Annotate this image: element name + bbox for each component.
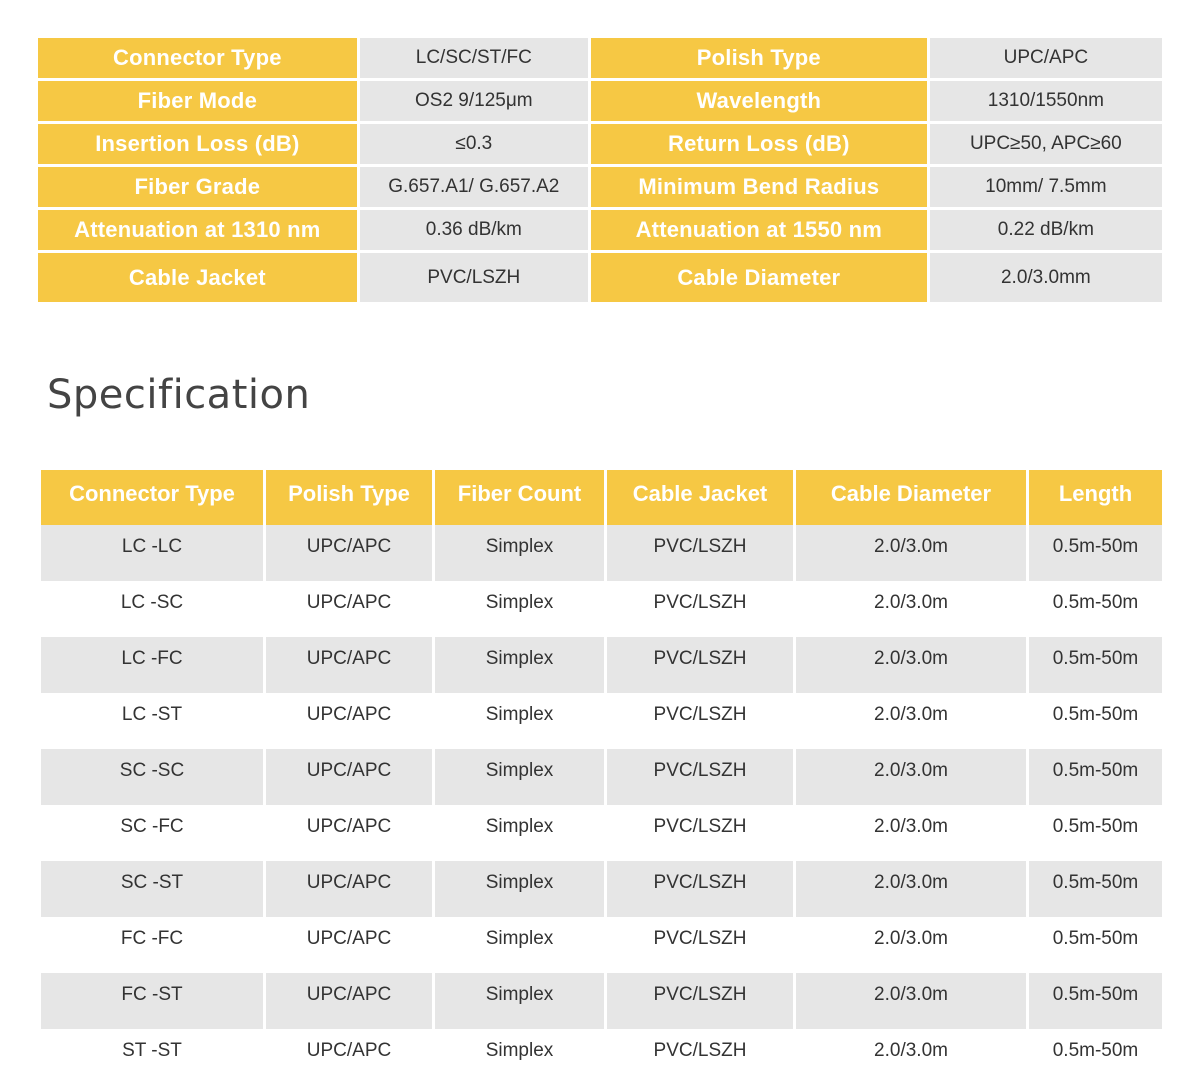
table-cell: PVC/LSZH: [607, 973, 796, 1029]
property-value: 0.22 dB/km: [930, 210, 1162, 253]
table-cell: SC -ST: [41, 861, 266, 917]
table-cell: PVC/LSZH: [607, 917, 796, 973]
property-label: Fiber Mode: [38, 81, 360, 124]
property-value: PVC/LSZH: [360, 253, 591, 302]
column-header: Cable Jacket: [607, 470, 796, 525]
table-cell: 2.0/3.0m: [796, 525, 1029, 581]
property-label: Cable Diameter: [591, 253, 930, 302]
table-cell: 2.0/3.0m: [796, 637, 1029, 693]
property-value: OS2 9/125μm: [360, 81, 591, 124]
property-label: Fiber Grade: [38, 167, 360, 210]
column-header: Fiber Count: [435, 470, 607, 525]
table-cell: UPC/APC: [266, 861, 435, 917]
table-row: [41, 581, 1162, 637]
table-cell: 2.0/3.0m: [796, 749, 1029, 805]
property-label: Minimum Bend Radius: [591, 167, 930, 210]
table-cell: Simplex: [435, 693, 607, 749]
property-value: 1310/1550nm: [930, 81, 1162, 124]
property-label: Wavelength: [591, 81, 930, 124]
table-header-row: [41, 470, 1162, 525]
table-cell: LC -SC: [41, 581, 266, 637]
properties-row: [38, 210, 1162, 253]
properties-table: [38, 38, 1162, 302]
table-cell: UPC/APC: [266, 973, 435, 1029]
property-label: Insertion Loss (dB): [38, 124, 360, 167]
table-cell: SC -SC: [41, 749, 266, 805]
table-cell: PVC/LSZH: [607, 637, 796, 693]
table-row: [41, 1029, 1162, 1085]
table-cell: 2.0/3.0m: [796, 805, 1029, 861]
table-cell: ST -ST: [41, 1029, 266, 1085]
property-label: Attenuation at 1550 nm: [591, 210, 930, 253]
table-cell: 2.0/3.0m: [796, 917, 1029, 973]
table-cell: Simplex: [435, 861, 607, 917]
table-cell: UPC/APC: [266, 525, 435, 581]
table-cell: 2.0/3.0m: [796, 1029, 1029, 1085]
properties-row: [38, 167, 1162, 210]
table-cell: LC -FC: [41, 637, 266, 693]
table-cell: UPC/APC: [266, 917, 435, 973]
table-cell: 2.0/3.0m: [796, 693, 1029, 749]
section-heading: Specification: [47, 372, 311, 418]
table-cell: UPC/APC: [266, 693, 435, 749]
table-cell: 2.0/3.0m: [796, 973, 1029, 1029]
table-row: [41, 805, 1162, 861]
table-cell: LC -ST: [41, 693, 266, 749]
property-label: Return Loss (dB): [591, 124, 930, 167]
table-cell: LC -LC: [41, 525, 266, 581]
table-row: [41, 693, 1162, 749]
table-cell: UPC/APC: [266, 749, 435, 805]
properties-row: [38, 81, 1162, 124]
properties-row: [38, 253, 1162, 302]
table-cell: 0.5m-50m: [1029, 973, 1162, 1029]
property-value: 10mm/ 7.5mm: [930, 167, 1162, 210]
table-cell: UPC/APC: [266, 1029, 435, 1085]
specification-table: [41, 470, 1162, 1085]
table-cell: UPC/APC: [266, 805, 435, 861]
property-label: Attenuation at 1310 nm: [38, 210, 360, 253]
property-value: LC/SC/ST/FC: [360, 38, 591, 81]
table-cell: 0.5m-50m: [1029, 693, 1162, 749]
table-cell: PVC/LSZH: [607, 861, 796, 917]
table-cell: 0.5m-50m: [1029, 805, 1162, 861]
properties-row: [38, 124, 1162, 167]
table-cell: UPC/APC: [266, 637, 435, 693]
table-row: [41, 917, 1162, 973]
table-cell: 0.5m-50m: [1029, 861, 1162, 917]
table-cell: PVC/LSZH: [607, 581, 796, 637]
table-row: [41, 973, 1162, 1029]
table-cell: 0.5m-50m: [1029, 525, 1162, 581]
table-cell: Simplex: [435, 749, 607, 805]
table-cell: 0.5m-50m: [1029, 581, 1162, 637]
property-value: 2.0/3.0mm: [930, 253, 1162, 302]
table-cell: 2.0/3.0m: [796, 861, 1029, 917]
property-value: UPC≥50, APC≥60: [930, 124, 1162, 167]
properties-row: [38, 38, 1162, 81]
column-header: Cable Diameter: [796, 470, 1029, 525]
table-cell: Simplex: [435, 917, 607, 973]
property-label: Connector Type: [38, 38, 360, 81]
table-cell: Simplex: [435, 581, 607, 637]
table-cell: FC -ST: [41, 973, 266, 1029]
table-cell: PVC/LSZH: [607, 749, 796, 805]
table-cell: Simplex: [435, 637, 607, 693]
property-value: UPC/APC: [930, 38, 1162, 81]
table-cell: Simplex: [435, 1029, 607, 1085]
table-row: [41, 637, 1162, 693]
property-value: G.657.A1/ G.657.A2: [360, 167, 591, 210]
property-label: Cable Jacket: [38, 253, 360, 302]
column-header: Polish Type: [266, 470, 435, 525]
table-cell: Simplex: [435, 973, 607, 1029]
table-cell: PVC/LSZH: [607, 525, 796, 581]
table-cell: 0.5m-50m: [1029, 637, 1162, 693]
property-label: Polish Type: [591, 38, 930, 81]
table-row: [41, 525, 1162, 581]
table-cell: UPC/APC: [266, 581, 435, 637]
table-cell: 0.5m-50m: [1029, 1029, 1162, 1085]
table-cell: SC -FC: [41, 805, 266, 861]
table-cell: Simplex: [435, 525, 607, 581]
property-value: 0.36 dB/km: [360, 210, 591, 253]
table-cell: PVC/LSZH: [607, 693, 796, 749]
table-cell: 0.5m-50m: [1029, 917, 1162, 973]
column-header: Length: [1029, 470, 1162, 525]
table-cell: FC -FC: [41, 917, 266, 973]
property-value: ≤0.3: [360, 124, 591, 167]
table-row: [41, 861, 1162, 917]
table-row: [41, 749, 1162, 805]
table-cell: 0.5m-50m: [1029, 749, 1162, 805]
table-cell: 2.0/3.0m: [796, 581, 1029, 637]
table-cell: PVC/LSZH: [607, 805, 796, 861]
table-cell: PVC/LSZH: [607, 1029, 796, 1085]
table-cell: Simplex: [435, 805, 607, 861]
column-header: Connector Type: [41, 470, 266, 525]
